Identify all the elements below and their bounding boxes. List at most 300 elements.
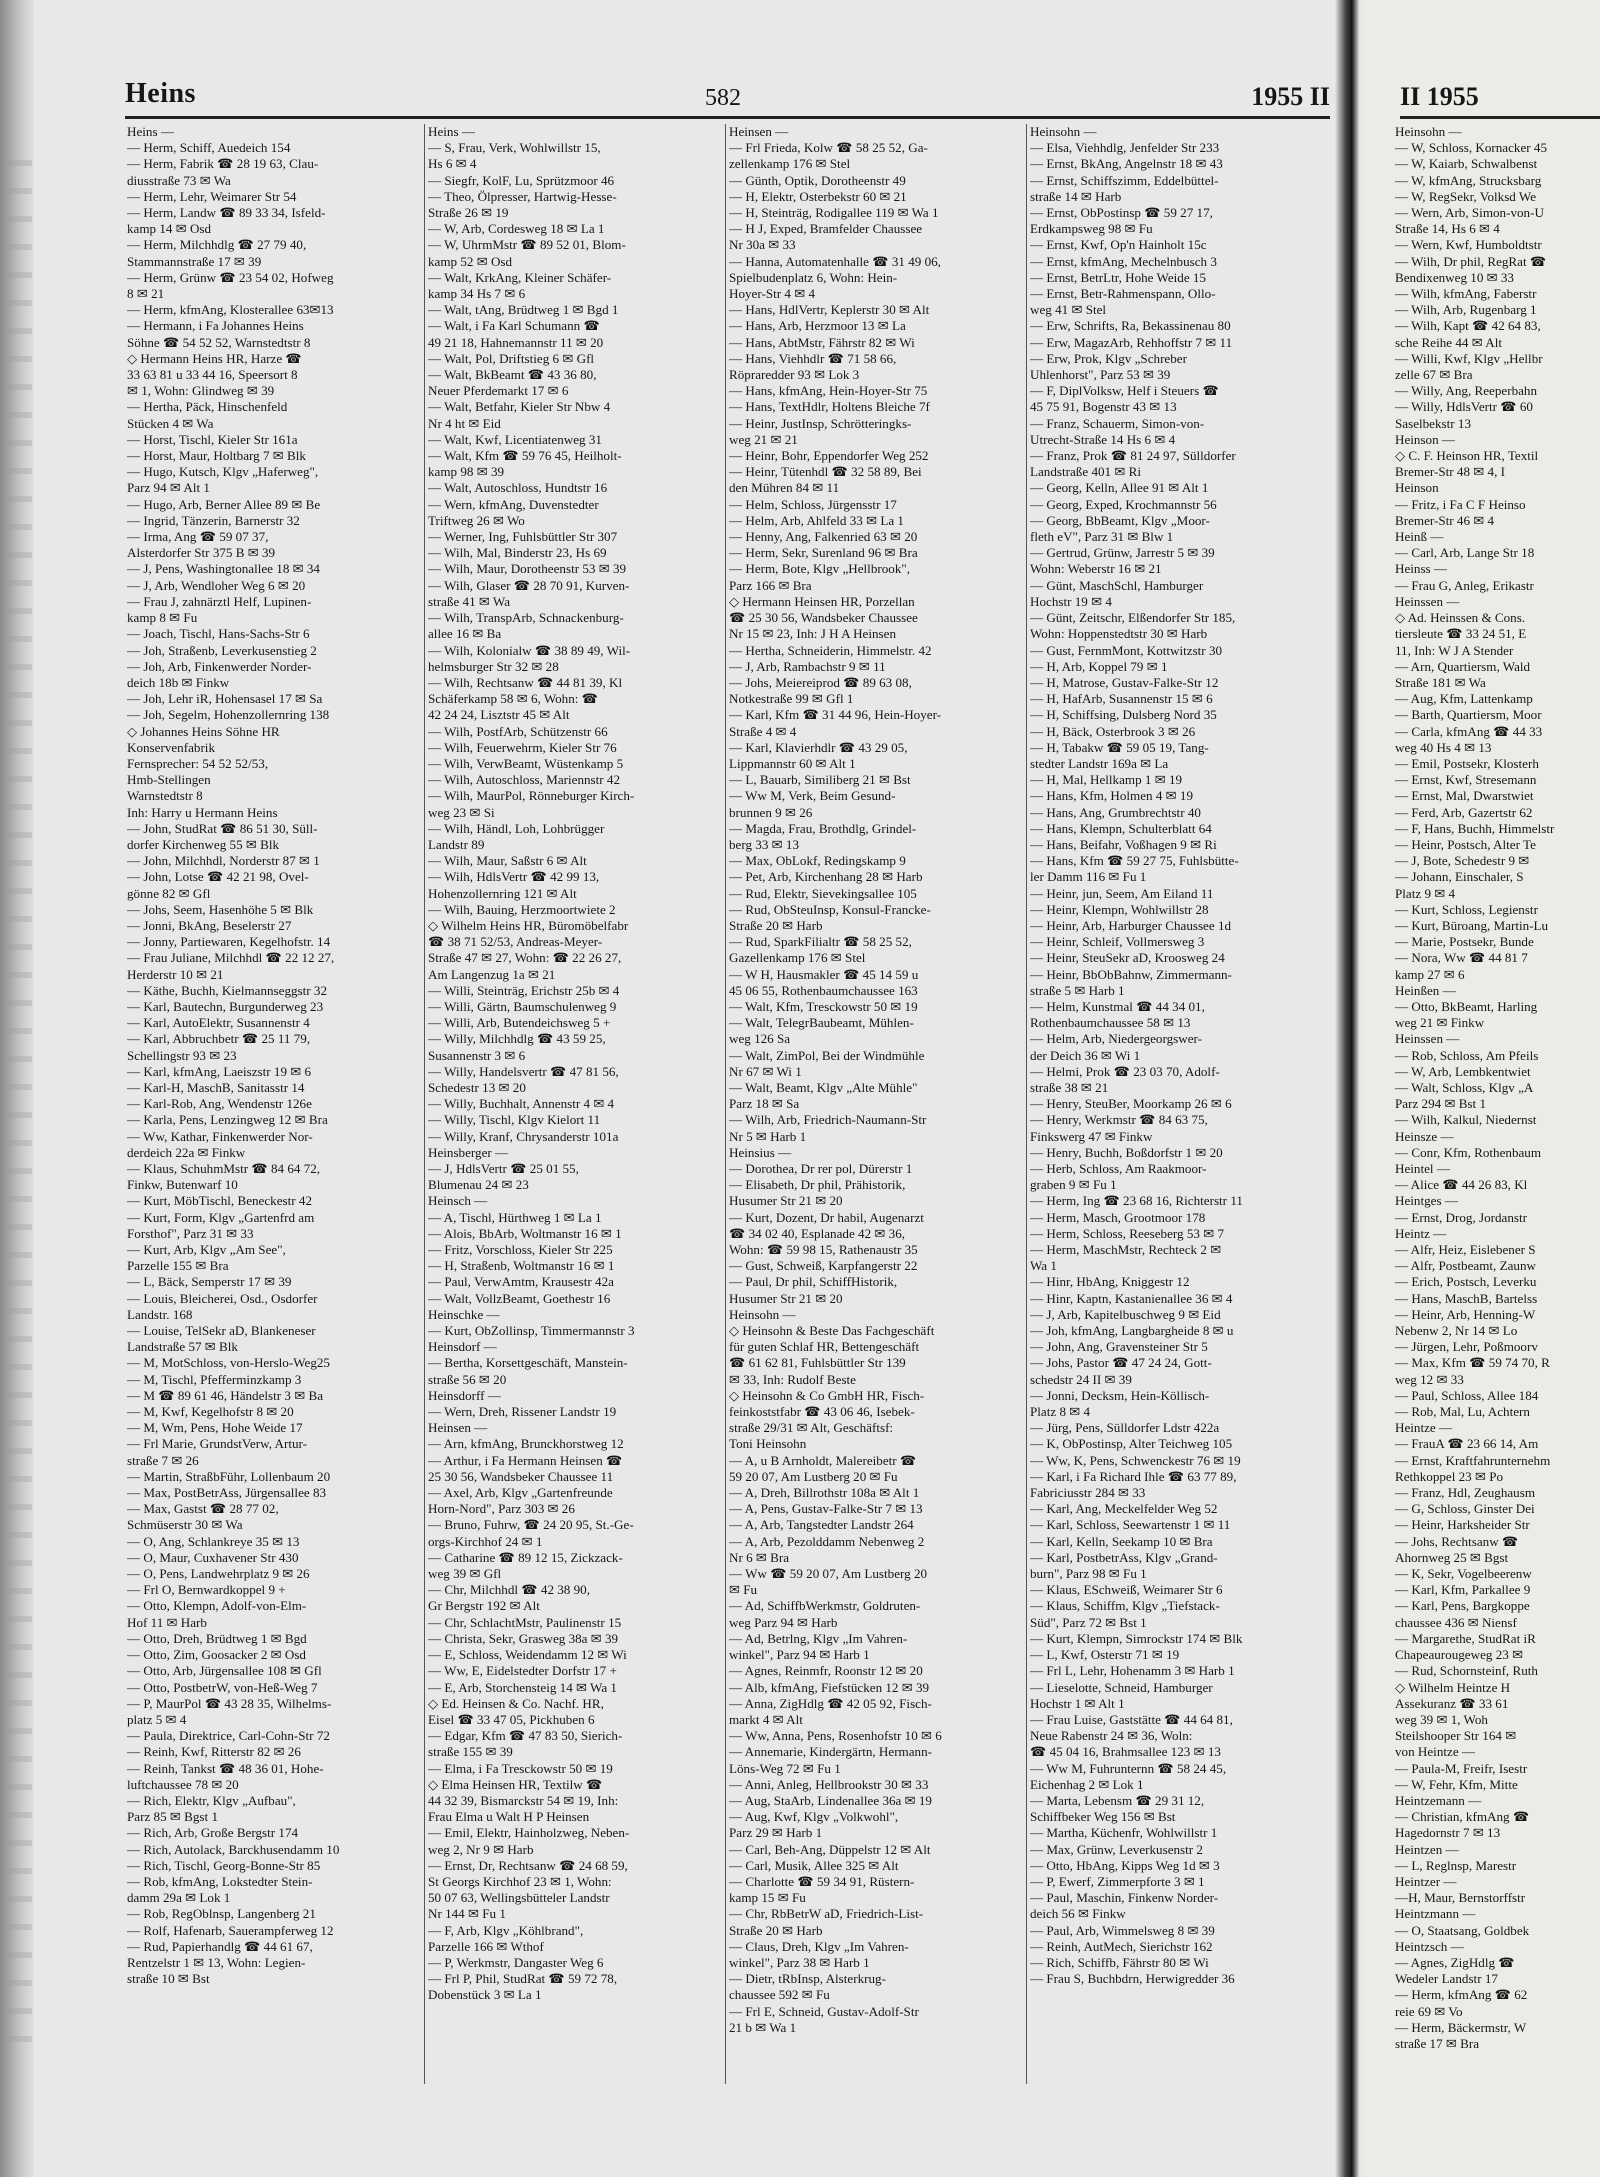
directory-entry-line: — Kurt, ObZollinsp, Timmermannstr 3	[428, 1323, 635, 1339]
directory-entry-line: — Horst, Tischl, Kieler Str 161a	[127, 431, 298, 447]
directory-entry-line: — Wilh, VerwBeamt, Wüstenkamp 5	[428, 755, 624, 771]
directory-entry-line: — Ernst, Kwf, Op'n Hainholt 15c	[1030, 237, 1207, 253]
directory-entry-line: Herderstr 10 ✉ 21	[127, 966, 224, 982]
directory-entry-line: straße 155 ✉ 39	[428, 1744, 513, 1760]
directory-entry-line: — M, Kwf, Kegelhofstr 8 ✉ 20	[127, 1404, 294, 1420]
directory-entry-line: — Otto, PostbetrW, von-Heß-Weg 7	[127, 1679, 318, 1695]
directory-entry-line: — Wern, Kwf, Humboldtstr	[1395, 237, 1542, 253]
directory-entry-line: — Willy, Kranf, Chrysanderstr 101a	[428, 1128, 619, 1144]
directory-entry-line: — Reinh, AutMech, Sierichstr 162	[1030, 1938, 1213, 1954]
directory-entry-line: — Conr, Kfm, Rothenbaum	[1395, 1144, 1542, 1160]
directory-entry-line: Landstraße 401 ✉ Ri	[1030, 464, 1141, 480]
directory-entry-line: — Herm, Masch, Grootmoor 178	[1030, 1209, 1206, 1225]
directory-entry-line: — Willy, Buchhalt, Annenstr 4 ✉ 4	[428, 1096, 615, 1112]
directory-entry-line: — Ernst, Kraftfahrunternehm	[1395, 1452, 1551, 1468]
directory-entry-line: ◇ Ad. Heinssen & Cons.	[1395, 610, 1526, 626]
directory-entry-line: — Herm, Milchhdlg ☎ 27 79 40,	[127, 237, 307, 253]
directory-entry-line: Heintzmann —	[1395, 1906, 1476, 1922]
directory-entry-line: — Herm, Ing ☎ 23 68 16, Richterstr 11	[1030, 1193, 1243, 1209]
directory-entry-line: — Charlotte ☎ 59 34 91, Rüstern-	[729, 1873, 915, 1889]
directory-entry-line: Platz 8 ✉ 4	[1030, 1404, 1091, 1420]
directory-entry-line: — Wilh, Maur, Dorotheenstr 53 ✉ 39	[428, 561, 627, 577]
directory-entry-line: — Hans, AbtMstr, Fährstr 82 ✉ Wi	[729, 334, 915, 350]
directory-entry-line: Heinschke —	[428, 1306, 500, 1322]
directory-entry-line: — W, kfmAng, Strucksbarg	[1395, 172, 1542, 188]
directory-entry-line: Fabriciusstr 284 ✉ 33	[1030, 1485, 1146, 1501]
directory-entry-line: 8 ✉ 21	[127, 286, 165, 302]
directory-entry-line: — Ernst, kfmAng, Mechelnbusch 3	[1030, 253, 1217, 269]
directory-entry-line: Heintzsch —	[1395, 1938, 1464, 1954]
directory-entry-line: — Chr, RbBetrW aD, Friedrich-List-	[729, 1906, 924, 1922]
directory-entry-line: fleth eV", Parz 31 ✉ Blw 1	[1030, 529, 1174, 545]
directory-entry-line: — Hans, Klempn, Schulterblatt 64	[1030, 820, 1212, 836]
directory-entry-line: weg 41 ✉ Stel	[1030, 302, 1107, 318]
directory-entry-line: — Elma, i Fa Tresckowstr 50 ✉ 19	[428, 1760, 613, 1776]
directory-entry-line: schedstr 24 II ✉ 39	[1030, 1371, 1132, 1387]
directory-entry-line: — Alois, BbArb, Woltmanstr 16 ✉ 1	[428, 1225, 622, 1241]
directory-entry-line: straße 29/31 ✉ Alt, Geschäftsf:	[729, 1420, 894, 1436]
directory-entry-line: Rothenbaumchaussee 58 ✉ 13	[1030, 1015, 1191, 1031]
directory-entry-line: — Carl, Musik, Allee 325 ✉ Alt	[729, 1857, 899, 1873]
directory-entry-line: — Erich, Postsch, Leverku	[1395, 1274, 1537, 1290]
directory-entry-line: Gazellenkamp 176 ✉ Stel	[729, 950, 866, 966]
directory-entry-line: — Helm, Arb, Ahlfeld 33 ✉ La 1	[729, 512, 904, 528]
directory-entry-line: Heintze —	[1395, 1420, 1453, 1436]
directory-entry-line: — Kurt, Arb, Klgv „Am See",	[127, 1242, 286, 1258]
directory-entry-line: — Theo, Ölpresser, Hartwig-Hesse-	[428, 188, 617, 204]
directory-column-3	[729, 124, 1024, 2036]
directory-entry-line: Heinssen —	[1395, 593, 1460, 609]
directory-entry-line: feinkoststfabr ☎ 43 06 46, Isebek-	[729, 1404, 915, 1420]
directory-entry-line: — Ernst, Kwf, Stresemann	[1395, 772, 1537, 788]
directory-entry-line: Hochstr 1 ✉ Alt 1	[1030, 1695, 1125, 1711]
directory-entry-line: Hagedornstr 7 ✉ 13	[1395, 1825, 1501, 1841]
directory-entry-line: ◇ Hermann Heinsen HR, Porzellan	[729, 593, 915, 609]
directory-entry-line: — Lieselotte, Schneid, Hamburger	[1030, 1679, 1213, 1695]
directory-entry-line: — Walt, ZimPol, Bei der Windmühle	[729, 1047, 925, 1063]
directory-entry-line: — Hans, Arb, Herzmoor 13 ✉ La	[729, 318, 906, 334]
directory-entry-line: — Herm, kfmAng ☎ 62	[1395, 1987, 1528, 2003]
directory-entry-line: — J, Arb, Kapitelbuschweg 9 ✉ Eid	[1030, 1306, 1221, 1322]
directory-entry-line: Schedestr 13 ✉ 20	[428, 1079, 526, 1095]
directory-entry-line: — A, Dreh, Billrothstr 108a ✉ Alt 1	[729, 1485, 920, 1501]
directory-entry-line: kamp 8 ✉ Fu	[127, 610, 198, 626]
directory-entry-line: — Günth, Optik, Dorotheenstr 49	[729, 172, 906, 188]
directory-entry-line: — F, Arb, Klgv „Köhlbrand",	[428, 1922, 584, 1938]
directory-entry-line: Parz 29 ✉ Harb 1	[729, 1825, 823, 1841]
directory-entry-line: — H, Tabakw ☎ 59 05 19, Tang-	[1030, 739, 1209, 755]
directory-entry-line: — Helmi, Prok ☎ 23 03 70, Adolf-	[1030, 1063, 1220, 1079]
directory-entry-line: kamp 14 ✉ Osd	[127, 221, 212, 237]
directory-entry-line: Toni Heinsohn	[729, 1436, 807, 1452]
directory-entry-line: weg 2, Nr 9 ✉ Harb	[428, 1841, 534, 1857]
directory-entry-line: — Willi, Gärtn, Baumschulenweg 9	[428, 998, 617, 1014]
directory-entry-line: berg 33 ✉ 13	[729, 836, 800, 852]
directory-entry-line: Landstr 89	[428, 836, 485, 852]
directory-entry-line: kamp 27 ✉ 6	[1395, 966, 1465, 982]
directory-entry-line: — Emil, Elektr, Hainholzweg, Neben-	[428, 1825, 630, 1841]
directory-entry-line: — Rob, RegOblnsp, Langenberg 21	[127, 1906, 316, 1922]
directory-entry-line: 45 06 55, Rothenbaumchaussee 163	[729, 982, 918, 998]
directory-entry-line: — Heinr, Tütenhdl ☎ 32 58 89, Bei	[729, 464, 922, 480]
directory-entry-line: straße 5 ✉ Harb 1	[1030, 982, 1125, 998]
directory-entry-line: Hof 11 ✉ Harb	[127, 1614, 207, 1630]
directory-entry-line: — Wilh, PostfArb, Schützenstr 66	[428, 723, 608, 739]
directory-entry-line: winkel", Parz 38 ✉ Harb 1	[729, 1954, 870, 1970]
directory-entry-line: — Gust, Schweiß, Karpfangerstr 22	[729, 1258, 918, 1274]
directory-column-4	[1030, 124, 1320, 1987]
directory-entry-line: — Jonni, BkAng, Beselerstr 27	[127, 917, 292, 933]
directory-entry-line: weg 40 Hs 4 ✉ 13	[1395, 739, 1492, 755]
directory-entry-line: — Wilh, kfmAng, Faberstr	[1395, 286, 1537, 302]
directory-entry-line: ☎ 38 71 52/53, Andreas-Meyer-	[428, 934, 603, 950]
directory-entry-line: Notkestraße 99 ✉ Gfl 1	[729, 691, 854, 707]
directory-entry-line: — Willy, HdlsVertr ☎ 60	[1395, 399, 1533, 415]
directory-entry-line: — L, Bauarb, Similiberg 21 ✉ Bst	[729, 772, 911, 788]
directory-entry-line: — Heinr, Harksheider Str	[1395, 1517, 1530, 1533]
directory-entry-line: — Georg, Kelln, Allee 91 ✉ Alt 1	[1030, 480, 1209, 496]
directory-entry-line: — Hans, Viehhdlr ☎ 71 58 66,	[729, 350, 897, 366]
directory-entry-line: — Ernst, Mal, Dwarstwiet	[1395, 788, 1534, 804]
directory-entry-line: Konservenfabrik	[127, 739, 215, 755]
directory-entry-line: Straße 20 ✉ Harb	[729, 917, 823, 933]
directory-entry-line: Nr 4 ht ✉ Eid	[428, 415, 501, 431]
directory-entry-line: straße 41 ✉ Wa	[428, 593, 511, 609]
directory-entry-line: — Louise, TelSekr aD, Blankeneser	[127, 1323, 316, 1339]
directory-entry-line: — Max, PostBetrAss, Jürgensallee 83	[127, 1485, 327, 1501]
directory-entry-line: — Anna, ZigHdlg ☎ 42 05 92, Fisch-	[729, 1695, 932, 1711]
directory-entry-line: — Käthe, Buchh, Kielmannseggstr 32	[127, 982, 328, 998]
directory-entry-line: — Henny, Ang, Falkenried 63 ✉ 20	[729, 529, 918, 545]
directory-entry-line: Hoyer-Str 4 ✉ 4	[729, 286, 815, 302]
directory-entry-line: — H, Elektr, Osterbekstr 60 ✉ 21	[729, 188, 907, 204]
directory-entry-line: — Joach, Tischl, Hans-Sachs-Str 6	[127, 626, 310, 642]
directory-entry-line: — A, u B Arnholdt, Malereibetr ☎	[729, 1452, 917, 1468]
directory-entry-line: — Herb, Schloss, Am Raakmoor-	[1030, 1161, 1207, 1176]
directory-entry-line: Fernsprecher: 54 52 52/53,	[127, 755, 269, 771]
directory-entry-line: — Otto, Zim, Goosacker 2 ✉ Osd	[127, 1647, 306, 1663]
directory-entry-line: weg Parz 94 ✉ Harb	[729, 1614, 838, 1630]
directory-entry-line: — Herm, Sekr, Surenland 96 ✉ Bra	[729, 545, 918, 561]
directory-entry-line: 25 30 56, Wandsbeker Chaussee 11	[428, 1468, 614, 1484]
directory-entry-line: — Ww, K, Pens, Schwenckestr 76 ✉ 19	[1030, 1452, 1241, 1468]
directory-entry-line: — W, Arb, Cordesweg 18 ✉ La 1	[428, 221, 605, 237]
directory-entry-line: Lippmannstr 60 ✉ Alt 1	[729, 755, 856, 771]
directory-entry-line: Neuer Pferdemarkt 17 ✉ 6	[428, 383, 569, 399]
directory-entry-line: kamp 98 ✉ 39	[428, 464, 505, 480]
directory-entry-line: — Alfr, Heiz, Eislebener S	[1395, 1242, 1536, 1258]
directory-entry-line: — Rud, Elektr, Sievekingsallee 105	[729, 885, 917, 901]
directory-entry-line: — Kurt, Dozent, Dr habil, Augenarzt	[729, 1209, 924, 1225]
directory-entry-line: Frau Elma u Walt H P Heinsen	[428, 1809, 590, 1825]
directory-entry-line: — Kurt, Büroang, Martin-Lu	[1395, 917, 1549, 933]
directory-entry-line: — Otto, Klempn, Adolf-von-Elm-	[127, 1598, 307, 1614]
directory-entry-line: — Herm, kfmAng, Klosterallee 63✉13	[127, 302, 334, 318]
directory-entry-line: Nr 67 ✉ Wi 1	[729, 1063, 802, 1079]
directory-entry-line: — Joh, Segelm, Hohenzollernring 138	[127, 707, 330, 723]
directory-entry-line: Horn-Nord", Parz 303 ✉ 26	[428, 1501, 575, 1517]
facing-page-header	[1400, 76, 1600, 119]
directory-entry-line: Parzelle 155 ✉ Bra	[127, 1258, 229, 1274]
directory-entry-line: — W, Kaiarb, Schwalbenst	[1395, 156, 1538, 172]
directory-entry-line: — S, Frau, Verk, Wohlwillstr 15,	[428, 140, 601, 156]
directory-entry-line: brunnen 9 ✉ 26	[729, 804, 813, 820]
directory-entry-line: graben 9 ✉ Fu 1	[1030, 1177, 1117, 1193]
directory-entry-line: Eichenhag 2 ✉ Lok 1	[1030, 1776, 1144, 1792]
directory-entry-line: — Hertha, Schneiderin, Himmelstr. 42	[729, 642, 932, 658]
directory-entry-line: ✉ 1, Wohn: Glindweg ✉ 39	[127, 383, 275, 399]
directory-entry-line: Straße 47 ✉ 27, Wohn: ☎ 22 26 27,	[428, 950, 622, 966]
directory-entry-line: — W, RegSekr, Volksd We	[1395, 188, 1537, 204]
directory-entry-line: — Karl, Kfm ☎ 31 44 96, Hein-Hoyer-	[729, 707, 942, 723]
directory-entry-line: — Erw, MagazArb, Rehhoffstr 7 ✉ 11	[1030, 334, 1233, 350]
directory-entry-line: — Otto, HbAng, Kipps Weg 1d ✉ 3	[1030, 1857, 1220, 1873]
directory-entry-line: kamp 15 ✉ Fu	[729, 1890, 806, 1906]
directory-entry-line: — Hinr, Kaptn, Kastanienallee 36 ✉ 4	[1030, 1290, 1233, 1306]
directory-entry-line: Alsterdorfer Str 375 B ✉ 39	[127, 545, 276, 561]
directory-entry-line: straße 14 ✉ Harb	[1030, 188, 1122, 204]
directory-entry-line: — Walt, Beamt, Klgv „Alte Mühle"	[729, 1079, 918, 1095]
directory-entry-line: — John, Ang, Gravensteiner Str 5	[1030, 1339, 1208, 1355]
directory-entry-line: — John, StudRat ☎ 86 51 30, Süll-	[127, 820, 318, 836]
directory-entry-line: — Rob, Mal, Lu, Achtern	[1395, 1404, 1530, 1420]
directory-entry-line: — Klaus, Schiffm, Klgv „Tiefstack-	[1030, 1598, 1220, 1614]
directory-entry-line: Heintges —	[1395, 1193, 1458, 1209]
directory-entry-line: — Heinr, Arb, Henning-W	[1395, 1306, 1536, 1322]
directory-entry-line: — Rolf, Hafenarb, Sauerampferweg 12	[127, 1922, 334, 1938]
directory-entry-line: Nr 144 ✉ Fu 1	[428, 1906, 506, 1922]
directory-entry-line: — Elsa, Viehhdlg, Jenfelder Str 233	[1030, 140, 1220, 156]
directory-entry-line: — Walt, Pol, Driftstieg 6 ✉ Gfl	[428, 350, 595, 366]
directory-entry-line: — Wilh, TranspArb, Schnackenburg-	[428, 610, 624, 626]
header-year: 1955 II	[1251, 82, 1330, 111]
directory-entry-line: — Carl, Beh-Ang, Düppelstr 12 ✉ Alt	[729, 1841, 931, 1857]
directory-entry-line: — Walt, KrkAng, Kleiner Schäfer-	[428, 269, 612, 285]
directory-entry-line: — Walt, TelegrBaubeamt, Mühlen-	[729, 1015, 914, 1031]
directory-entry-line: — Hans, kfmAng, Hein-Hoyer-Str 75	[729, 383, 928, 399]
directory-entry-line: — P, Werkmstr, Dangaster Weg 6	[428, 1954, 604, 1970]
directory-entry-line: — H J, Exped, Bramfelder Chaussee	[729, 221, 923, 237]
directory-entry-line: — Hans, HdlVertr, Keplerstr 30 ✉ Alt	[729, 302, 930, 318]
directory-entry-line: — Arn, kfmAng, Brunckhorstweg 12	[428, 1436, 624, 1452]
directory-entry-line: — Ferd, Arb, Gazertstr 62	[1395, 804, 1533, 820]
directory-entry-line: Heinsohn —	[1030, 124, 1097, 139]
directory-entry-line: — Max, Gastst ☎ 28 77 02,	[127, 1501, 279, 1517]
directory-entry-line: — E, Arb, Storchensteig 14 ✉ Wa 1	[428, 1679, 617, 1695]
directory-entry-line: — Kurt, Form, Klgv „Gartenfrd am	[127, 1209, 315, 1225]
directory-entry-line: — Frau G, Anleg, Erikastr	[1395, 577, 1534, 593]
directory-entry-line: — H, Mal, Hellkamp 1 ✉ 19	[1030, 772, 1183, 788]
directory-entry-line: — Willy, Tischl, Klgv Kielort 11	[428, 1112, 601, 1128]
directory-entry-line: — Karl, kfmAng, Laeiszstr 19 ✉ 6	[127, 1063, 312, 1079]
directory-entry-line: — Dietr, tRbInsp, Alsterkrug-	[729, 1971, 886, 1987]
directory-entry-line: Heinson —	[1395, 431, 1456, 447]
directory-entry-line: — John, Lotse ☎ 42 21 98, Ovel-	[127, 869, 309, 885]
directory-entry-line: Röpraredder 93 ✉ Lok 3	[729, 367, 860, 383]
directory-entry-line: — J, Arb, Rambachstr 9 ✉ 11	[729, 658, 886, 674]
directory-entry-line: Heintz —	[1395, 1225, 1447, 1241]
directory-entry-line: — Helm, Schloss, Jürgensstr 17	[729, 496, 897, 512]
directory-entry-line: — Rud, ObSteuInsp, Konsul-Francke-	[729, 901, 931, 917]
directory-entry-line: — Werner, Ing, Fuhlsbüttler Str 307	[428, 529, 618, 545]
directory-entry-line: Parz 94 ✉ Alt 1	[127, 480, 210, 496]
directory-entry-line: — Ernst, ObPostinsp ☎ 59 27 17,	[1030, 205, 1213, 221]
directory-entry-line: — Walt, tAng, Brüdtweg 1 ✉ Bgd 1	[428, 302, 619, 318]
column-rule	[424, 124, 425, 2084]
directory-entry-line: — Ernst, Betr-Rahmenspann, Ollo-	[1030, 286, 1216, 302]
directory-entry-line: — Herm, Schiff, Auedeich 154	[127, 140, 291, 156]
directory-entry-line: — Rud, SparkFilialtr ☎ 58 25 52,	[729, 934, 912, 950]
directory-entry-line: — Karl, Bautechn, Burgunderweg 23	[127, 998, 324, 1014]
directory-entry-line: — Wilh, Dr phil, RegRat ☎	[1395, 253, 1547, 269]
directory-entry-line: — Heinr, Klempn, Wohlwillstr 28	[1030, 901, 1209, 917]
directory-entry-line: weg 23 ✉ Si	[428, 804, 495, 820]
directory-entry-line: ler Damm 116 ✉ Fu 1	[1030, 869, 1147, 885]
directory-entry-line: Heinß —	[1395, 529, 1444, 545]
directory-entry-line: — Barth, Quartiersm, Moor	[1395, 707, 1542, 723]
directory-entry-line: — Willy, Handelsvertr ☎ 47 81 56,	[428, 1063, 619, 1079]
directory-column-2	[428, 124, 723, 2004]
directory-entry-line: — H, Bäck, Osterbrook 3 ✉ 26	[1030, 723, 1196, 739]
directory-entry-line: — Wilh, MaurPol, Rönneburger Kirch-	[428, 788, 635, 804]
directory-entry-line: Hs 6 ✉ 4	[428, 156, 477, 172]
directory-entry-line: — Walt, Betfahr, Kieler Str Nbw 4	[428, 399, 611, 415]
directory-entry-line: — Willi, Arb, Butendeichsweg 5 +	[428, 1015, 611, 1031]
directory-entry-line: — Aug, StaArb, Lindenallee 36a ✉ 19	[729, 1792, 932, 1808]
directory-entry-line: Forsthof", Parz 31 ✉ 33	[127, 1225, 254, 1241]
directory-entry-line: — Ernst, Dr, Rechtsanw ☎ 24 68 59,	[428, 1857, 628, 1873]
directory-entry-line: — Heinr, jun, Seem, Am Eiland 11	[1030, 885, 1214, 901]
directory-entry-line: — Henry, Werkmstr ☎ 84 63 75,	[1030, 1112, 1208, 1128]
directory-entry-line: — Christian, kfmAng ☎	[1395, 1809, 1530, 1825]
directory-entry-line: — M, Wm, Pens, Hohe Weide 17	[127, 1420, 303, 1436]
directory-entry-line: — L, Kwf, Osterstr 71 ✉ 19	[1030, 1647, 1180, 1663]
directory-entry-line: — Karl, Kelln, Seekamp 10 ✉ Bra	[1030, 1533, 1213, 1549]
directory-entry-line: den Mühren 84 ✉ 11	[729, 480, 840, 496]
directory-entry-line: Söhne ☎ 54 52 52, Warnstedtstr 8	[127, 334, 311, 350]
directory-entry-line: — Herm, Bäckermstr, W	[1395, 2019, 1527, 2035]
directory-entry-line: — Hinr, HbAng, Kniggestr 12	[1030, 1274, 1190, 1290]
directory-entry-line: ◇ Wilhelm Heins HR, Büromöbelfabr	[428, 917, 629, 933]
directory-entry-line: — Chr, SchlachtMstr, Paulinenstr 15	[428, 1614, 622, 1630]
directory-entry-line: — Karl, Schloss, Seewartenstr 1 ✉ 11	[1030, 1517, 1231, 1533]
directory-entry-line: — Wilh, Kapt ☎ 42 64 83,	[1395, 318, 1541, 334]
directory-entry-line: — Kurt, Schloss, Legienstr	[1395, 901, 1538, 917]
directory-entry-line: Löns-Weg 72 ✉ Fu 1	[729, 1760, 841, 1776]
directory-entry-line: — Reinh, Kwf, Ritterstr 82 ✉ 26	[127, 1744, 301, 1760]
directory-entry-line: allee 16 ✉ Ba	[428, 626, 502, 642]
directory-entry-line: — Christa, Sekr, Grasweg 38a ✉ 39	[428, 1630, 619, 1646]
directory-entry-line: — Walt, i Fa Karl Schumann ☎	[428, 318, 600, 334]
directory-entry-line: — Walt, Kfm, Tresckowstr 50 ✉ 19	[729, 998, 918, 1014]
directory-entry-line: — Arthur, i Fa Hermann Heinsen ☎	[428, 1452, 623, 1468]
directory-entry-line: — Johs, Pastor ☎ 47 24 24, Gott-	[1030, 1355, 1212, 1371]
directory-entry-line: — Frl O, Bernwardkoppel 9 +	[127, 1582, 286, 1598]
directory-entry-line: — Willi, Steinträg, Erichstr 25b ✉ 4	[428, 982, 620, 998]
directory-entry-line: — H, Matrose, Gustav-Falke-Str 12	[1030, 674, 1219, 690]
directory-entry-line: Nr 15 ✉ 23, Inh: J H A Heinsen	[729, 626, 896, 642]
directory-entry-line: Warnstedtstr 8	[127, 788, 203, 804]
directory-entry-line: Heinsius —	[729, 1144, 792, 1160]
directory-entry-line: — Wern, kfmAng, Duvenstedter	[428, 496, 599, 512]
directory-entry-line: — Hans, Kfm ☎ 59 27 75, Fuhlsbütte-	[1030, 853, 1239, 869]
directory-entry-line: — Wern, Dreh, Rissener Landstr 19	[428, 1404, 617, 1420]
directory-entry-line: ☎ 61 62 81, Fuhlsbüttler Str 139	[729, 1355, 906, 1371]
directory-entry-line: — Aug, Kwf, Klgv „Volkwohl",	[729, 1809, 899, 1825]
header-surname: Heins	[125, 78, 196, 109]
directory-entry-line: ◇ Johannes Heins Söhne HR	[127, 723, 280, 739]
directory-entry-line: — Hugo, Kutsch, Klgv „Haferweg",	[127, 464, 319, 480]
directory-entry-line: Heinsberger —	[428, 1144, 509, 1160]
directory-entry-line: Parz 294 ✉ Bst 1	[1395, 1096, 1486, 1112]
directory-entry-line: — Heinr, JustInsp, Schrötteringks-	[729, 415, 912, 431]
directory-entry-line: — Frl Frieda, Kolw ☎ 58 25 52, Ga-	[729, 140, 928, 156]
directory-entry-line: straße 17 ✉ Bra	[1395, 2035, 1480, 2051]
directory-entry-line: — Karl, i Fa Richard Ihle ☎ 63 77 89,	[1030, 1468, 1237, 1484]
directory-entry-line: — Franz, Schauerm, Simon-von-	[1030, 415, 1205, 431]
directory-entry-line: — Heinr, SteuSekr aD, Kroosweg 24	[1030, 950, 1225, 966]
directory-entry-line: straße 38 ✉ 21	[1030, 1079, 1109, 1095]
directory-entry-line: ✉ 33, Inh: Rudolf Beste	[729, 1371, 856, 1387]
directory-entry-line: — W, UhrmMstr ☎ 89 52 01, Blom-	[428, 237, 626, 253]
directory-entry-line: — Wilh, Bauing, Herzmoortwiete 2	[428, 901, 616, 917]
directory-entry-line: — Gust, FernmMont, Kottwitzstr 30	[1030, 642, 1223, 658]
directory-entry-line: straße 56 ✉ 20	[428, 1371, 507, 1387]
directory-entry-line: — Nora, Ww ☎ 44 81 7	[1395, 950, 1528, 966]
directory-entry-line: — J, Bote, Schedestr 9 ✉	[1395, 853, 1530, 869]
directory-entry-line: — Siegfr, KolF, Lu, Sprützmoor 46	[428, 172, 615, 188]
directory-entry-line: — Axel, Arb, Klgv „Gartenfreunde	[428, 1485, 613, 1501]
directory-entry-line: Husumer Str 21 ✉ 20	[729, 1290, 843, 1306]
directory-entry-line: Heinsdorf —	[428, 1339, 497, 1355]
directory-entry-line: — John, Milchhdl, Norderstr 87 ✉ 1	[127, 853, 320, 869]
directory-entry-line: — Emil, Postsekr, Klosterh	[1395, 755, 1539, 771]
directory-entry-line: — Wilh, Mal, Binderstr 23, Hs 69	[428, 545, 607, 561]
directory-entry-line: — Martha, Küchenfr, Wohlwillstr 1	[1030, 1825, 1218, 1841]
directory-entry-line: Stammannstraße 17 ✉ 39	[127, 253, 262, 269]
directory-entry-line: — Paula, Direktrice, Carl-Cohn-Str 72	[127, 1728, 330, 1744]
directory-entry-line: — Wilh, Autoschloss, Mariennstr 42	[428, 772, 620, 788]
directory-entry-line: — Karl, Abbruchbetr ☎ 25 11 79,	[127, 1031, 311, 1047]
directory-entry-line: — Rich, Tischl, Georg-Bonne-Str 85	[127, 1857, 321, 1873]
directory-entry-line: — L, Reglnsp, Marestr	[1395, 1857, 1517, 1873]
directory-entry-line: — A, Arb, Pezolddamm Nebenweg 2	[729, 1533, 925, 1549]
directory-entry-line: ◇ C. F. Heinson HR, Textil	[1395, 448, 1539, 464]
directory-entry-line: — Georg, BbBeamt, Klgv „Moor-	[1030, 512, 1210, 528]
facing-header-year: II 1955	[1400, 82, 1479, 111]
directory-entry-line: — Kurt, Klempn, Simrockstr 174 ✉ Blk	[1030, 1630, 1243, 1646]
directory-entry-line: — Rud, Papierhandlg ☎ 44 61 67,	[127, 1938, 313, 1954]
directory-entry-line: — Otto, Dreh, Brüdtweg 1 ✉ Bgd	[127, 1630, 307, 1646]
directory-entry-line: — Walt, Autoschloss, Hundtstr 16	[428, 480, 608, 496]
directory-entry-line: — Walt, VollzBeamt, Goethestr 16	[428, 1290, 611, 1306]
directory-entry-line: — Heinr, Bohr, Eppendorfer Weg 252	[729, 448, 929, 464]
directory-entry-line: Schmüserstr 30 ✉ Wa	[127, 1517, 243, 1533]
directory-entry-line: Heinssen —	[1395, 1031, 1460, 1047]
directory-entry-line: — Max, Kfm ☎ 59 74 70, R	[1395, 1355, 1550, 1371]
directory-entry-line: — Herm, MaschMstr, Rechteck 2 ✉	[1030, 1242, 1222, 1258]
directory-entry-line: — Alfr, Postbeamt, Zaunw	[1395, 1258, 1536, 1274]
directory-entry-line: — Arn, Quartiersm, Wald	[1395, 658, 1531, 674]
directory-entry-line: ☎ 25 30 56, Wandsbeker Chaussee	[729, 610, 918, 626]
directory-entry-line: — Wilh, HdlsVertr ☎ 42 99 13,	[428, 869, 600, 885]
directory-entry-line: — Georg, Exped, Krochmannstr 56	[1030, 496, 1217, 512]
facing-page	[1365, 0, 1600, 2177]
directory-entry-line: — Frau J, zahnärztl Helf, Lupinen-	[127, 593, 312, 609]
directory-entry-line: — Erw, Prok, Klgv „Schreber	[1030, 350, 1187, 366]
directory-entry-line: Spielbudenplatz 6, Wohn: Hein-	[729, 269, 898, 285]
directory-entry-line: sche Reihe 44 ✉ Alt	[1395, 334, 1502, 350]
